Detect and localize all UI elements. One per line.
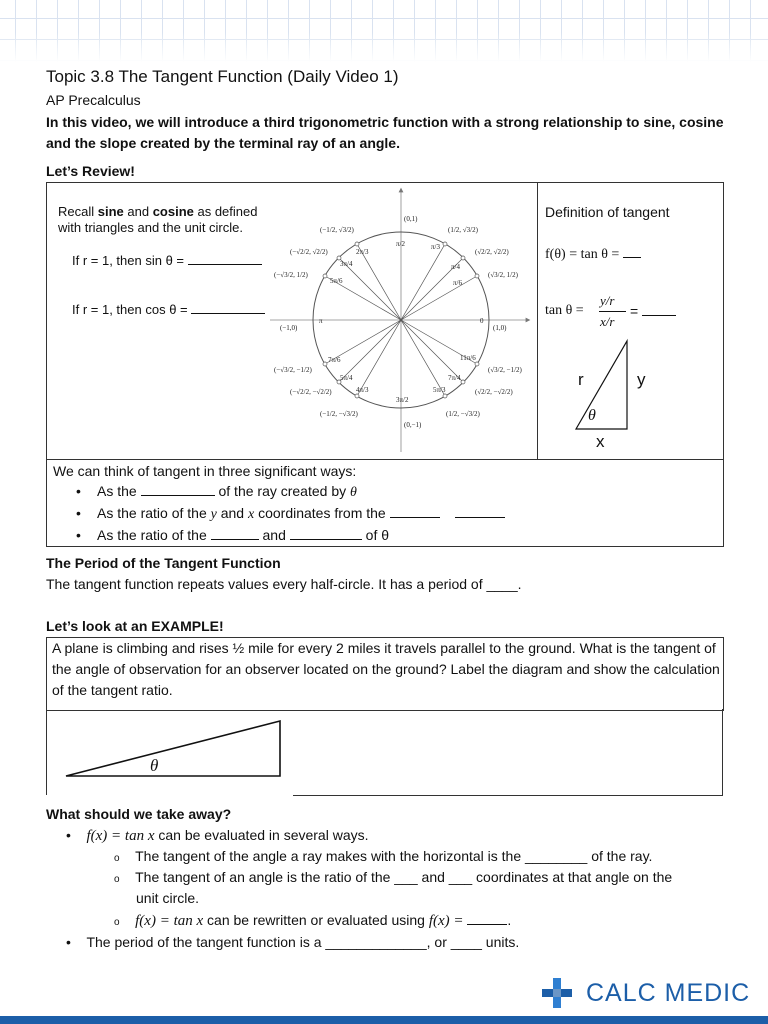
example-left-border [46,709,47,795]
label-a12: 3π/2 [396,396,409,404]
right-triangle [560,335,670,440]
graph-paper-header [0,0,768,62]
takeaway-s3: o f(x) = tan x can be rewritten or evaluated using f(x) = . [114,912,512,929]
example-right-border [722,709,723,796]
label-p11: (−1/2, −√3/2) [320,410,358,418]
tan-lhs: tan θ = [545,303,584,318]
calc-medic-logo-icon [540,976,574,1010]
brand-name: CALC MEDIC [586,979,751,1007]
intro-text: In this video, we will introduce a third trigonometric function with a strong relationship to sine, cosine and the slope created by the terminal ray of an angle. [46,114,724,151]
review-hline [46,459,723,460]
example-heading: Let’s look at an EXAMPLE! [46,618,224,634]
takeaway-b1: • f(x) = tan x can be evaluated in several ways. [66,827,369,844]
tri-x: x [596,432,605,451]
label-p14: (√2/2, −√2/2) [475,388,513,396]
label-a11: 4π/3 [356,386,369,394]
label-a15: 11π/6 [460,354,476,362]
label-a4: π/2 [396,240,405,248]
label-a1: π/6 [453,279,462,287]
tri-y: y [637,370,646,389]
takeaway-s2: o The tangent of an angle is the ratio of the ___ and ___ coordinates at that angle on the [114,869,673,885]
tan-num: y/r [600,293,615,308]
label-a6: 3π/4 [340,260,353,268]
label-a10: 5π/4 [340,374,353,382]
recall-line1: Recall sine and cosine as defined [58,204,258,219]
label-a3: π/3 [431,243,440,251]
course-name: AP Precalculus [46,92,141,108]
label-a5: 2π/3 [356,248,369,256]
label-p7: (−√3/2, 1/2) [274,271,308,279]
ways-intro: We can think of tangent in three significant ways: [53,463,357,479]
review-heading: Let’s Review! [46,163,135,179]
way-1: • As the of the ray created by θ [47,481,717,503]
example-theta: θ [150,756,159,775]
label-bottom: (0,−1) [404,421,422,429]
def-formula: f(θ) = tan θ = [545,245,641,265]
ways-list [47,481,717,546]
label-p9: (−√3/2, −1/2) [274,366,312,374]
label-p6: (−√2/2, √2/2) [290,248,328,256]
tan-eq: = [630,301,676,321]
period-heading: The Period of the Tangent Function [46,555,281,571]
period-text: The tangent function repeats values every half-circle. It has a period of ____. [46,576,522,592]
takeaway-s2-cont: unit circle. [136,890,200,906]
label-zero: 0 [480,317,484,325]
way-3: • As the ratio of the and of θ [47,525,717,546]
way-2: • As the ratio of the y and x coordinates from the [47,503,717,525]
takeaway-b2: • The period of the tangent function is a _____________, or ____ units. [66,934,520,950]
takeaway-heading: What should we take away? [46,806,232,822]
label-top: (0,1) [404,215,418,223]
example-triangle [60,716,290,782]
label-a7: 5π/6 [330,277,343,285]
unit-circle-diagram [270,182,536,459]
example-text: A plane is climbing and rises ½ mile for every 2 miles it travels parallel to the ground. What is the tangent of the angle of observation for an observer located on the ground? Label the diagram and show the calculation of the tangent ratio. [52,640,720,698]
label-left: (−1,0) [280,324,298,332]
review-divider [537,182,538,459]
takeaway-s1: o The tangent of the angle a ray makes with the horizontal is the ________ of the ray. [114,848,653,864]
def-title: Definition of tangent [545,204,670,220]
label-a2: π/4 [451,263,460,271]
label-p10: (−√2/2, −√2/2) [290,388,332,396]
label-p5: (−1/2, √3/2) [320,226,354,234]
label-p13: (1/2, −√3/2) [446,410,480,418]
label-p1: (√3/2, 1/2) [488,271,518,279]
cos-prompt: If r = 1, then cos θ = [72,299,265,320]
tri-theta: θ [588,407,596,424]
label-a9: 7π/6 [328,356,341,364]
label-p15: (√3/2, −1/2) [488,366,522,374]
label-a13: 5π/3 [433,386,446,394]
tri-r: r [578,370,584,389]
sin-prompt: If r = 1, then sin θ = [72,250,262,271]
footer-bar [0,1016,768,1024]
example-bottom-border [293,795,723,796]
recall-line2: with triangles and the unit circle. [58,220,243,235]
label-right: (1,0) [493,324,507,332]
label-p3: (1/2, √3/2) [448,226,478,234]
label-pi: π [319,317,323,325]
label-p2: (√2/2, √2/2) [475,248,509,256]
label-a14: 7π/4 [448,374,461,382]
page-title: Topic 3.8 The Tangent Function (Daily Video 1) [46,67,399,86]
tan-den: x/r [600,314,615,329]
